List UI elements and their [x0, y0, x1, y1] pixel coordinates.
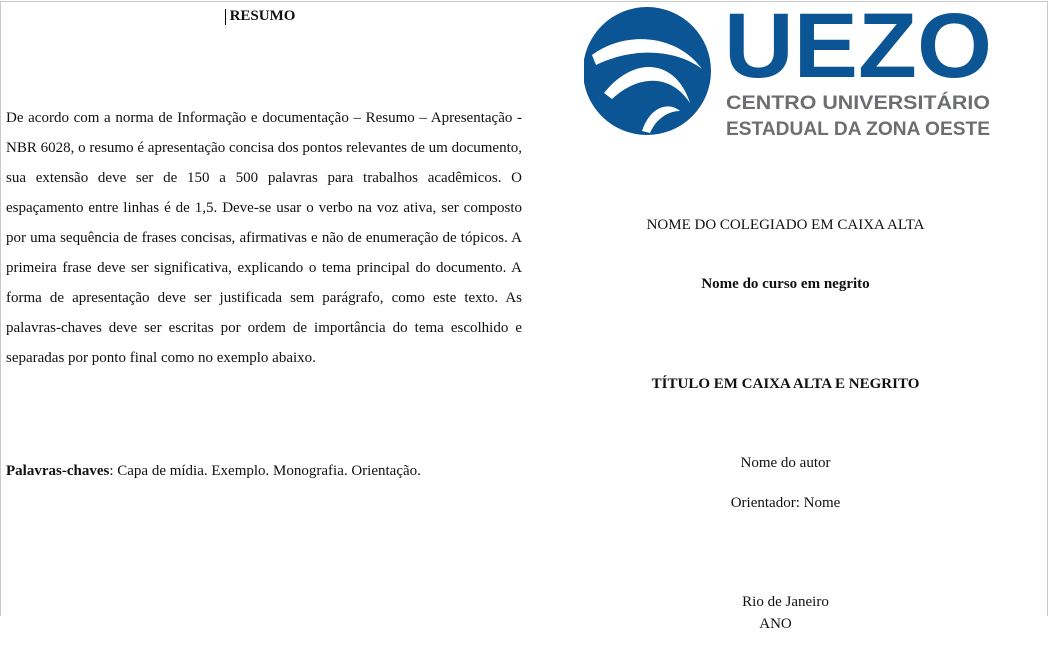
- resumo-body: De acordo com a norma de Informação e documentação – Resumo – Apresentação -NBR 6028, o resumo é apresentação concisa dos pontos relevantes de um documento, sua extensão deve ser de 150 a 500 palavras para trabalhos acadêmicos. O espaçamento entre linhas é de 1,5. Deve-se usar o verbo na voz ativa, ser composto por uma sequência de frases concisas, afirmativas e não de enumeração de tópicos. A primeira frase deve ser significativa, explicando o tema principal do documento. A forma de apresentação deve ser justificada sem parágrafo, como este texto. As palavras-chaves deve ser escritas por ordem de importância do tema escolhido e separadas por ponto final como no exemplo abaixo.: [6, 110, 522, 366]
- keywords-line: [6, 463, 421, 480]
- collegiate-name: NOME DO COLEGIADO EM CAIXA ALTA: [646, 217, 925, 233]
- keywords-label: Palavras-chaves: [6, 463, 110, 479]
- city: Rio de Janeiro: [742, 594, 829, 610]
- logo-acronym: UEZO: [724, 3, 992, 97]
- course-name: Nome do curso em negrito: [701, 276, 870, 292]
- uezo-emblem-icon: [584, 7, 711, 135]
- cover-page: [524, 1, 1048, 632]
- thesis-title: TÍTULO EM CAIXA ALTA E NEGRITO: [651, 376, 920, 392]
- advisor-name: Orientador: Nome: [730, 495, 841, 511]
- year: ANO: [759, 616, 792, 632]
- logo-line1: CENTRO UNIVERSITÁRIO: [726, 93, 961, 114]
- logo-line2: ESTADUAL DA ZONA OESTE: [726, 119, 990, 140]
- resumo-page: [0, 1, 525, 616]
- keywords-value: : Capa de mídia. Exemplo. Monografia. Orientação.: [109, 463, 421, 479]
- resumo-title: RESUMO: [229, 8, 296, 24]
- author-name: Nome do autor: [740, 455, 831, 471]
- uezo-logo: [584, 3, 994, 143]
